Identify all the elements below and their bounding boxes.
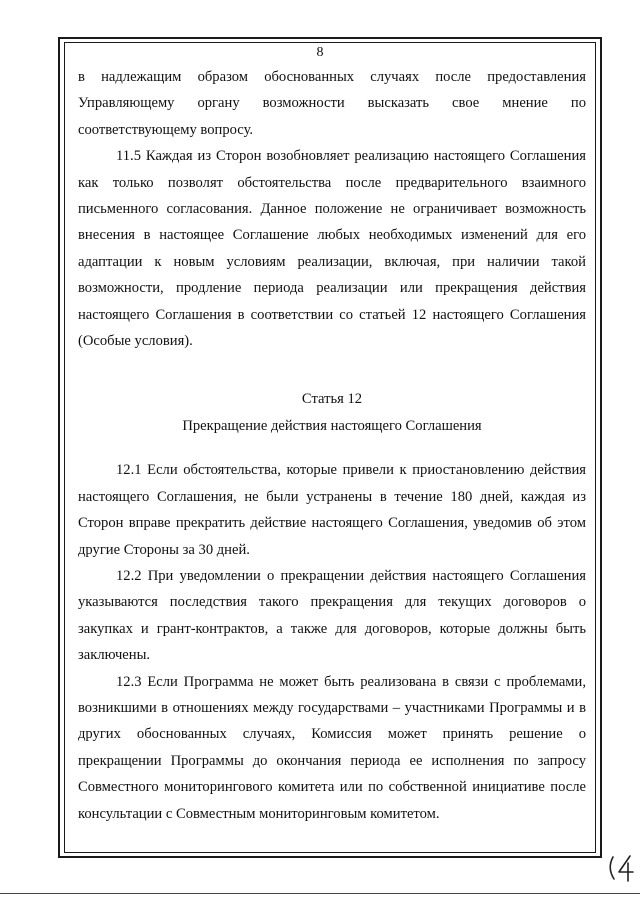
article-title: Статья 12 — [301, 391, 363, 408]
paragraph-12-2: 12.2 При уведомлении о прекращении действия настоящего Соглашения указываются последствия такого прекращения для текущих договоров о закупках и грант-контрактов, а также для договоров, которые должны быть заключены. — [78, 567, 586, 664]
paragraph-11-5: 11.5 Каждая из Сторон возобновляет реализацию настоящего Соглашения как только позволят обстоятельства после предварительного взаимного письменного согласования. Данное положение не ограничивает возможность внесения в настоящее Соглашение любых необходимых изменений для его адаптации к новым условиям реализации, включая, при наличии такой возможности, продление периода реализации или прекращения действия настоящего Соглашения в соответствии со статьей 12 настоящего Соглашения (Особые условия). — [78, 148, 586, 350]
handwritten-page-mark — [606, 853, 636, 888]
document-body — [78, 64, 586, 827]
scan-bottom-line — [0, 893, 640, 894]
page-number: 8 — [316, 45, 324, 60]
paragraph-12-3: 12.3 Если Программа не может быть реализована в связи с проблемами, возникшими в отношениях между государствами – участниками Программы и в других обоснованных случаях, Комиссия может принять решение о прекращении Программы до окончания периода ее исполнения по запросу Совместного мониторингового комитета или по собственной инициативе после консультации с Совместным мониторинговым комитетом. — [78, 673, 586, 822]
paragraph-12-1: 12.1 Если обстоятельства, которые привели к приостановлению действия настоящего Соглашения, не были устранены в течение 180 дней, каждая из Сторон вправе прекратить действие настоящего Соглашения, уведомив об этом другие Стороны за 30 дней. — [78, 462, 586, 558]
article-subtitle: Прекращение действия настоящего Соглашения — [182, 417, 482, 434]
paragraph-continuation: в надлежащим образом обоснованных случаях после предоставления Управляющему органу возможности высказать свое мнение по соответствующему вопросу. — [78, 69, 586, 138]
